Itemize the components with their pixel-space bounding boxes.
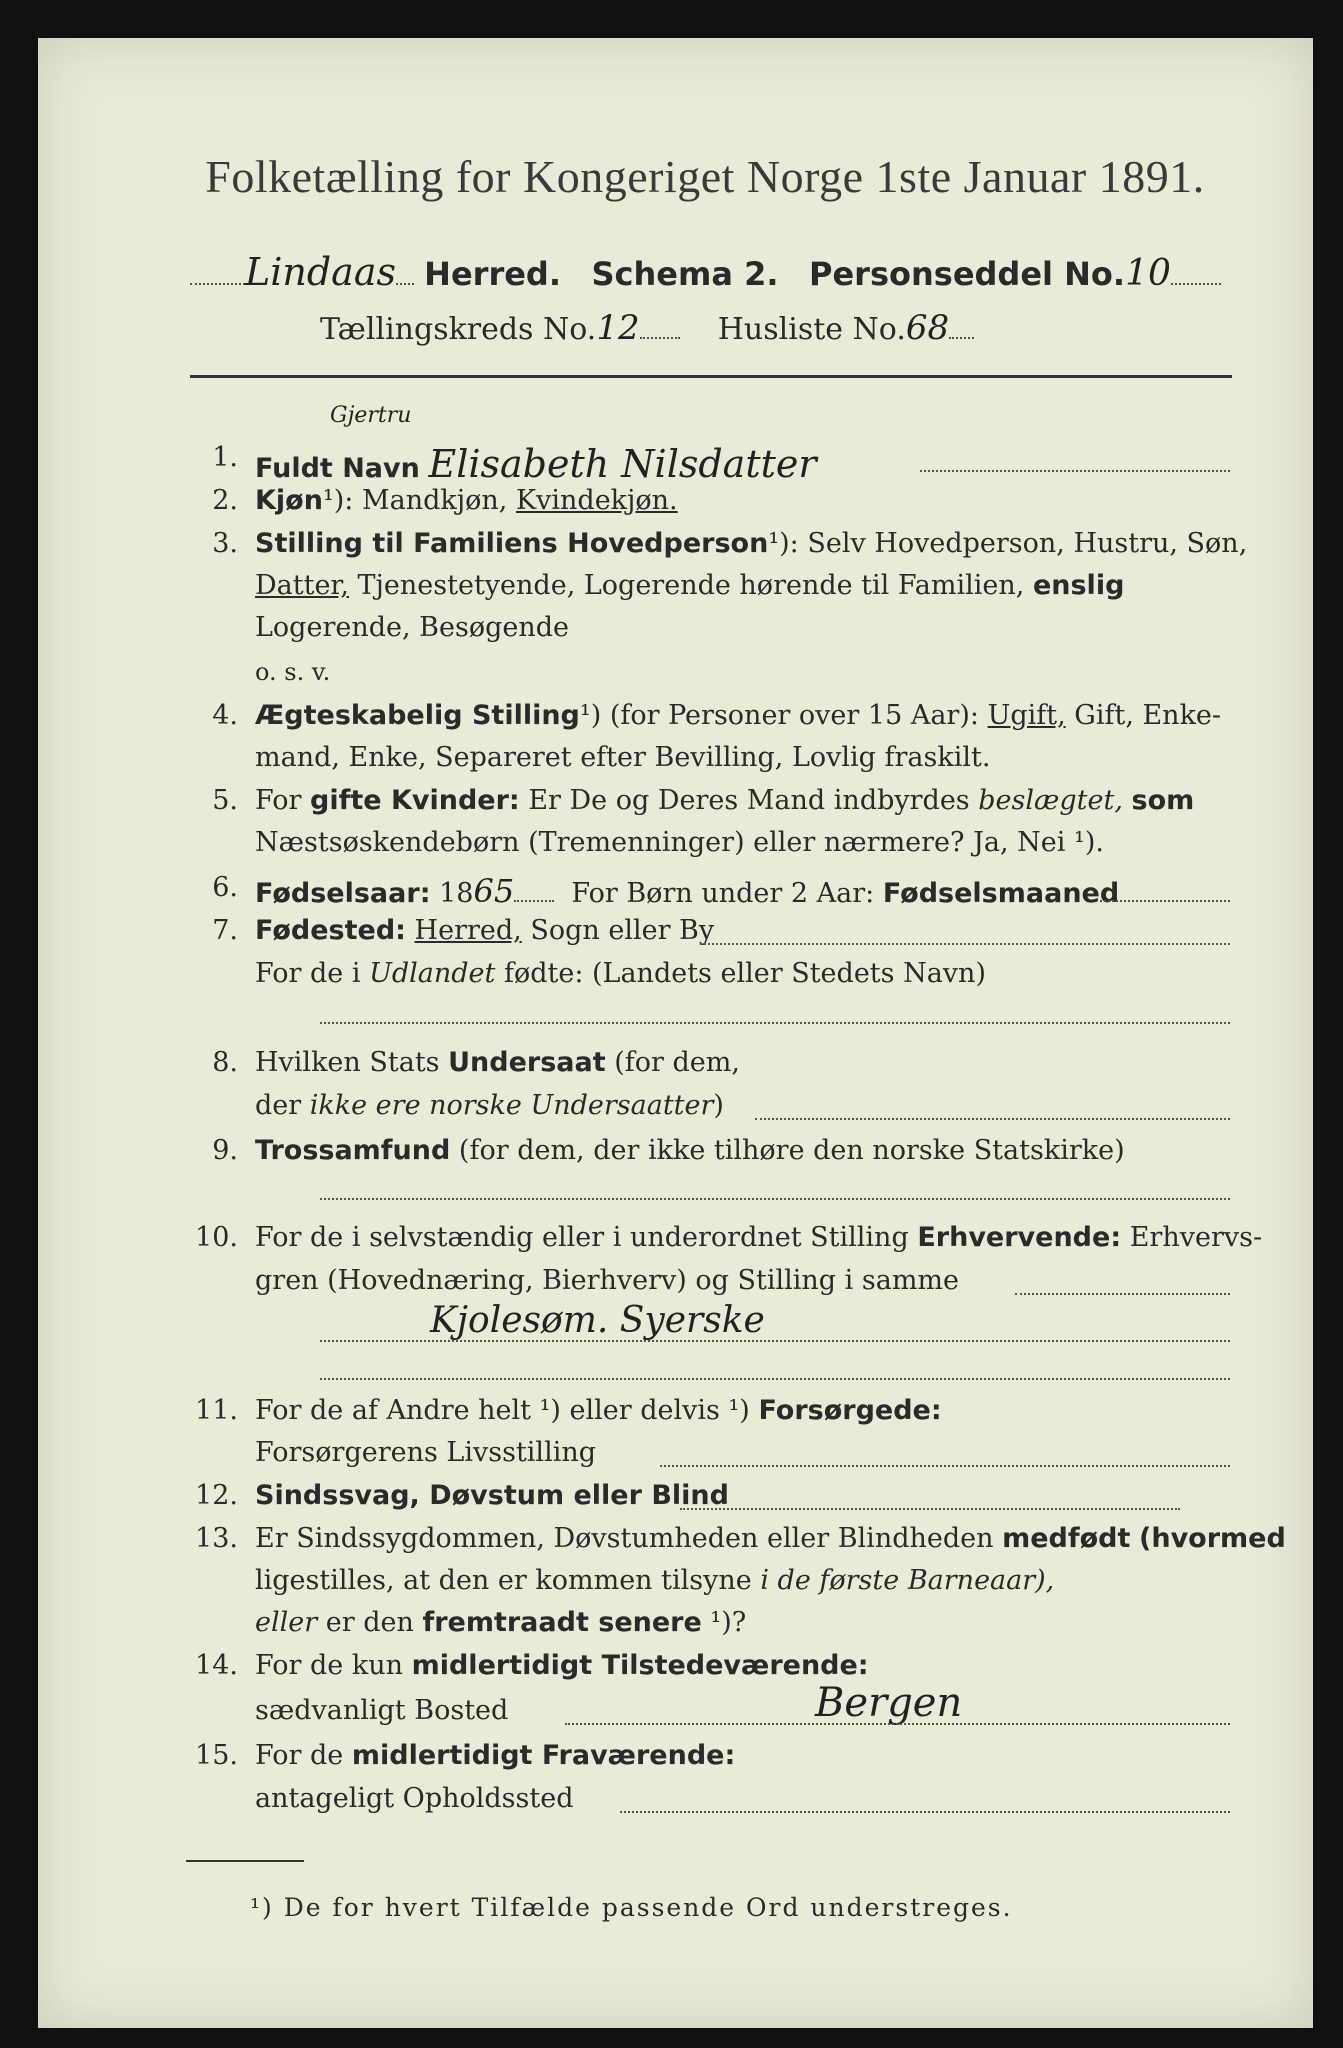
husliste-value: 68 [905, 308, 950, 348]
item-13-row [255, 1523, 1286, 1554]
header-rule [190, 375, 1232, 378]
birth-month-label: Fødselsmaaned [882, 878, 1120, 909]
congenital-label: medfødt [1002, 1523, 1131, 1554]
kreds-value: 12 [596, 308, 640, 348]
temporary-absent-label: midlertidigt Fraværende: [351, 1740, 736, 1771]
item-number-15: 15. [195, 1740, 238, 1771]
item-number-11: 11. [195, 1395, 238, 1426]
herred-line [190, 250, 1221, 294]
item-10-row [255, 1222, 1262, 1253]
birth-month-note: For Børn under 2 Aar: [571, 878, 875, 909]
provider-occupation-label: Forsørgerens Livsstilling [255, 1437, 597, 1468]
marital-status-label: Ægteskabelig Stilling [255, 700, 580, 731]
abroad-note: fødte: (Landets eller Stedets Navn) [503, 958, 986, 989]
family-position-options-3: Logerende, Besøgende [255, 612, 569, 643]
item-number-13: 13. [195, 1523, 238, 1554]
usual-residence-value: Bergen [815, 1680, 963, 1726]
married-women-question: Er De og Deres Mand indbyrdes [528, 785, 970, 816]
item-2-row [255, 485, 678, 516]
married-women-label: gifte Kvinder: [310, 785, 520, 816]
sex-label: Kjøn [255, 485, 323, 516]
item-7-row [255, 915, 714, 946]
probable-stay-line [620, 1811, 1230, 1813]
occupation-line-1 [1015, 1293, 1230, 1295]
congenital-footnote-mark: ¹)? [710, 1607, 747, 1638]
occupation-value: Kjolesøm. Syerske [430, 1300, 765, 1341]
congenital-question: Er Sindssygdommen, Døvstumheden eller Blindheden [255, 1523, 994, 1554]
item-number-12: 12. [195, 1480, 238, 1511]
occupation-intro: For de i selvstændig eller i underordnet Stilling [255, 1222, 909, 1253]
family-position-options-2: Tjenestetyende, Logerende hørende til Familien, [357, 570, 1025, 601]
citizenship-note: (for dem, [614, 1047, 740, 1078]
item-5-row [255, 785, 1194, 816]
religion-line [320, 1198, 1230, 1200]
personseddel-value: 10 [1125, 253, 1171, 294]
item-13-row-3 [255, 1607, 746, 1638]
congenital-er-den: er den [325, 1607, 414, 1638]
birthplace-selected: Herred, [414, 915, 522, 946]
item-number-5: 5. [212, 785, 238, 816]
citizenship-label: Undersaat [448, 1047, 606, 1078]
birth-year-prefix: 18 [439, 878, 474, 909]
birthplace-label: Fødested: [255, 915, 406, 946]
item-number-2: 2. [212, 485, 238, 516]
personseddel-label: Personseddel No. [809, 255, 1126, 293]
occupation-label: Erhvervende: [917, 1222, 1122, 1253]
religion-label: Trossamfund [255, 1135, 451, 1166]
footnote-rule [186, 1860, 304, 1862]
full-name-label: Fuldt Navn [255, 453, 420, 484]
congenital-later: fremtraadt senere [422, 1607, 702, 1638]
citizenship-note-2: ikke ere norske Undersaatter [309, 1090, 714, 1121]
name-correction: Gjertru [330, 403, 412, 428]
married-women-question-2: Næstsøskendebørn (Tremenninger) eller nærmere? Ja, Nei ¹). [255, 827, 1104, 858]
congenital-eller: eller [255, 1607, 318, 1638]
family-position-enslig: enslig [1032, 570, 1125, 601]
item-1-row [255, 442, 817, 486]
occupation-line-3 [320, 1378, 1230, 1380]
family-position-selected: Datter, [255, 570, 349, 601]
abroad-line [320, 1022, 1230, 1024]
marital-status-note: ¹) (for Personer over 15 Aar): [579, 700, 979, 731]
sex-selected: Kvindekjøn. [515, 485, 678, 516]
birthplace-options: Sogn eller By [530, 915, 715, 946]
temporary-present-label: midlertidigt Tilstedeværende: [411, 1650, 869, 1681]
item-3-row-2 [255, 570, 1124, 601]
birth-month-line [1100, 900, 1230, 902]
dependent-intro: For de af Andre helt ¹) eller delvis ¹) [255, 1395, 750, 1426]
congenital-note: ligestilles, at den er kommen tilsyne [255, 1565, 752, 1596]
marital-status-selected: Ugift, [987, 700, 1066, 731]
form-title: Folketælling for Kongeriget Norge 1ste Januar 1891. [205, 151, 1205, 202]
marital-status-options-2: mand, Enke, Separeret efter Bevilling, Lovlig fraskilt. [255, 742, 991, 773]
item-number-9: 9. [212, 1135, 238, 1166]
citizenship-der: der [255, 1090, 302, 1121]
kreds-line [320, 308, 974, 348]
item-number-4: 4. [212, 700, 238, 731]
item-11-row [255, 1395, 942, 1426]
birth-year-label: Fødselsaar: [255, 878, 431, 909]
occupation-branch: Erhvervs- [1129, 1222, 1263, 1253]
provider-line [660, 1465, 1230, 1467]
usual-residence-line [565, 1723, 1230, 1725]
item-9-row [255, 1135, 1125, 1166]
husliste-label: Husliste No. [717, 312, 906, 347]
herred-label: Herred. [424, 255, 561, 293]
full-name-line [920, 470, 1230, 472]
family-position-label: Stilling til Familiens Hovedperson [255, 528, 769, 559]
sex-options: ¹): Mandkjøn, [322, 485, 508, 516]
item-number-10: 10. [195, 1222, 238, 1253]
item-14-row [255, 1650, 869, 1681]
congenital-hvormed: (hvormed [1139, 1523, 1286, 1554]
item-number-7: 7. [212, 915, 238, 946]
herred-value: Lindaas [245, 250, 396, 294]
item-number-8: 8. [212, 1047, 238, 1078]
married-women-related: beslægtet, [978, 785, 1123, 816]
item-4-row [255, 700, 1221, 731]
usual-residence-label: sædvanligt Bosted [255, 1695, 509, 1726]
item-number-6: 6. [212, 872, 238, 903]
married-women-som: som [1131, 785, 1195, 816]
congenital-childhood: i de første Barneaar), [760, 1565, 1055, 1596]
item-3-row [255, 528, 1247, 559]
footnote: ¹) De for hvert Tilfælde passende Ord understreges. [250, 1893, 1013, 1922]
probable-stay-label: antageligt Opholdssted [255, 1783, 574, 1814]
disability-line [680, 1508, 1180, 1510]
item-number-1: 1. [212, 442, 238, 473]
citizenship-which: Hvilken Stats [255, 1047, 440, 1078]
item-13-row-2 [255, 1565, 1054, 1596]
item-number-14: 14. [195, 1650, 238, 1681]
citizenship-line [755, 1118, 1230, 1120]
item-8-row [255, 1047, 740, 1078]
family-position-etc: o. s. v. [255, 658, 331, 686]
item-6-row [255, 872, 1119, 910]
full-name-value: Elisabeth Nilsdatter [428, 442, 817, 486]
item-number-3: 3. [212, 528, 238, 559]
abroad-label: Udlandet [369, 958, 496, 989]
kreds-label: Tællingskreds No. [320, 312, 597, 347]
temporary-present-for: For de kun [255, 1650, 403, 1681]
dependent-label: Forsørgede: [758, 1395, 942, 1426]
item-15-row [255, 1740, 735, 1771]
birth-year-value: 65 [473, 872, 515, 910]
occupation-line-2 [320, 1340, 1230, 1342]
item-7-row-2 [255, 958, 986, 989]
family-position-options-1: ¹): Selv Hovedperson, Hustru, Søn, [768, 528, 1248, 559]
marital-status-options-1: Gift, Enke- [1074, 700, 1222, 731]
religion-note: (for dem, der ikke tilhøre den norske Statskirke) [458, 1135, 1125, 1166]
schema-label: Schema 2. [591, 255, 779, 293]
birthplace-line [700, 943, 1230, 945]
item-8-row-2: der ikke ere norske Undersaatter) [255, 1090, 724, 1121]
occupation-note: gren (Hovednæring, Bierhverv) og Stilling i samme [255, 1265, 960, 1296]
abroad-for: For de i [255, 958, 361, 989]
disability-label: Sindssvag, Døvstum eller Blind [255, 1480, 729, 1511]
temporary-absent-for: For de [255, 1740, 344, 1771]
married-women-for: For [255, 785, 302, 816]
